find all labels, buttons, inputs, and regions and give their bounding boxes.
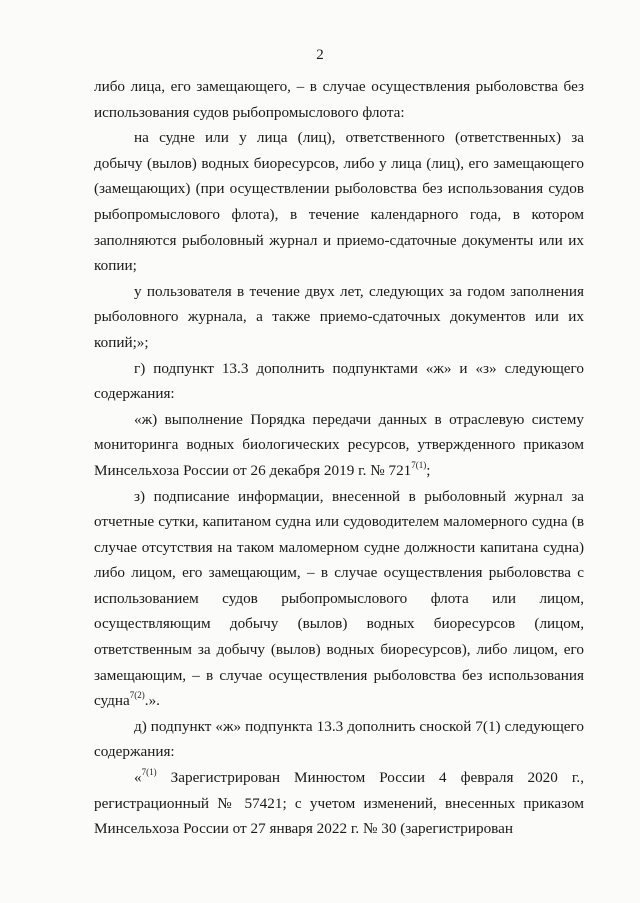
page-number: 2 [316, 47, 324, 63]
paragraph-3 [94, 279, 584, 356]
paragraph-text: « [134, 769, 142, 787]
paragraph-8 [94, 765, 584, 842]
paragraph-1 [94, 74, 584, 125]
footnote-reference: 7(1) [411, 459, 427, 470]
footnote-reference: 7(2) [129, 690, 145, 701]
paragraph-text: г) подпункт 13.3 дополнить подпунктами «ж» и «з» следующего содержания: [94, 359, 584, 403]
paragraph-text: ; [426, 461, 431, 479]
paragraph-text: д) подпункт «ж» подпункта 13.3 дополнить сноской 7(1) следующего содержания: [94, 717, 584, 761]
paragraph-2 [94, 125, 584, 279]
paragraph-text: з) подписание информации, внесенной в рыболовный журнал за отчетные сутки, капитаном судна или судоводителем маломерного судна (в случае отсутствия на таком маломерном судне должности капитана судна) либо лицом, его замещающим, – в случае осуществления рыболовства с использованием судов рыбопромыслового флота или лицом, осуществляющим добычу (вылов) водных биоресурсов (лицом, ответственным за добычу (вылов) водных биоресурсов), либо лицом, его замещающим, – в случае осуществления рыболовства без использования судна [94, 487, 584, 710]
paragraph-text: либо лица, его замещающего, – в случае осуществления рыболовства без использования судов рыбопромыслового флота: [94, 78, 584, 121]
paragraph-6 [94, 484, 584, 714]
paragraph-text: «ж) выполнение Порядка передачи данных в отраслевую систему мониторинга водных биологических ресурсов, утвержденного приказом Минсельхоза России от 26 декабря 2019 г. № 721 [94, 410, 584, 479]
document-body [94, 74, 584, 842]
paragraph-text: на судне или у лица (лиц), ответственного (ответственных) за добычу (вылов) водных биоресурсов, либо у лица (лиц), его замещающего (замещающих) (при осуществлении рыболовства без использования судов рыбопромыслового флота), в течение календарного года, в котором заполняются рыболовный журнал и приемо-сдаточные документы или их копии; [94, 129, 584, 275]
paragraph-7 [94, 714, 584, 765]
footnote-reference: 7(1) [141, 766, 157, 777]
paragraph-text: Зарегистрирован Минюстом России 4 февраля 2020 г., регистрационный № 57421; с учетом изменений, внесенных приказом Минсельхоза России от 27 января 2022 г. № 30 (зарегистрирован [94, 769, 584, 838]
paragraph-text: у пользователя в течение двух лет, следующих за годом заполнения рыболовного журнала, а также приемо-сдаточных документов или их копий;»; [94, 282, 584, 351]
paragraph-text: .». [144, 692, 160, 710]
paragraph-5 [94, 407, 584, 484]
paragraph-4 [94, 356, 584, 407]
